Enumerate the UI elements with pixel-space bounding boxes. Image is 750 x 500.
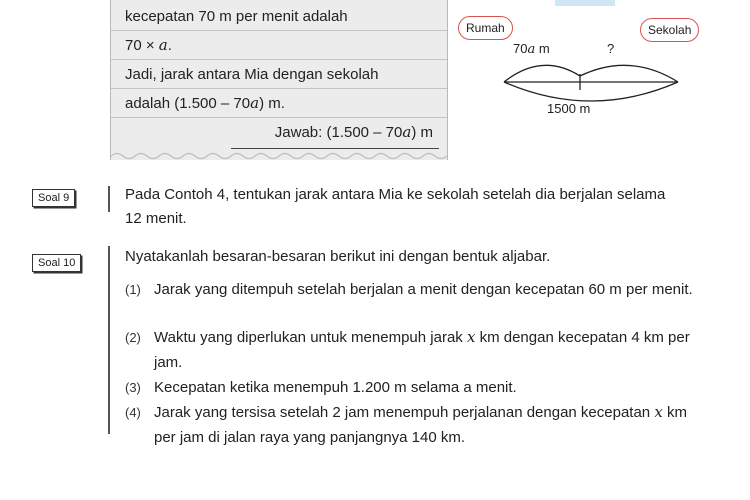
arc-walked [504,65,580,82]
answer-underline [231,148,439,149]
example-box [110,0,448,160]
arc-remaining [580,65,678,82]
arc-total [504,82,678,101]
soal-9-divider [108,186,110,212]
soal-10-divider [108,246,110,434]
example-line-4: adalah (1.500 – 70a) m. [111,89,447,118]
soal-9-text: Pada Contoh 4, tentukan jarak antara Mia ke sekolah setelah dia berjalan selama 12 menit. [125,186,666,227]
soal-9-badge: Soal 9 [32,189,75,207]
total-distance-label: 1500 m [547,101,591,116]
example-line-3: Jadi, jarak antara Mia dengan sekolah [111,60,447,89]
soal-10-badge: Soal 10 [32,254,81,272]
variable-a: a [402,123,412,141]
example-answer: Jawab: (1.500 – 70a) m [274,123,433,141]
segment-remaining-label: ? [607,41,615,56]
distance-diagram [450,0,750,130]
variable-x: x [466,328,476,346]
distance-arcs [450,0,750,130]
variable-x: x [654,403,663,421]
home-label: Rumah [458,16,513,40]
example-line-1: kecepatan 70 m per menit adalah [111,2,447,31]
variable-a: a [250,94,260,112]
school-label: Sekolah [640,18,699,42]
torn-edge-wave [111,150,447,162]
variable-a: a [158,36,168,54]
segment-walked-label: 70a m [513,41,550,57]
soal-10-intro: Nyatakanlah besaran-besaran berikut ini dengan bentuk aljabar. [125,248,551,265]
example-line-2: 70 × a. [111,31,447,60]
